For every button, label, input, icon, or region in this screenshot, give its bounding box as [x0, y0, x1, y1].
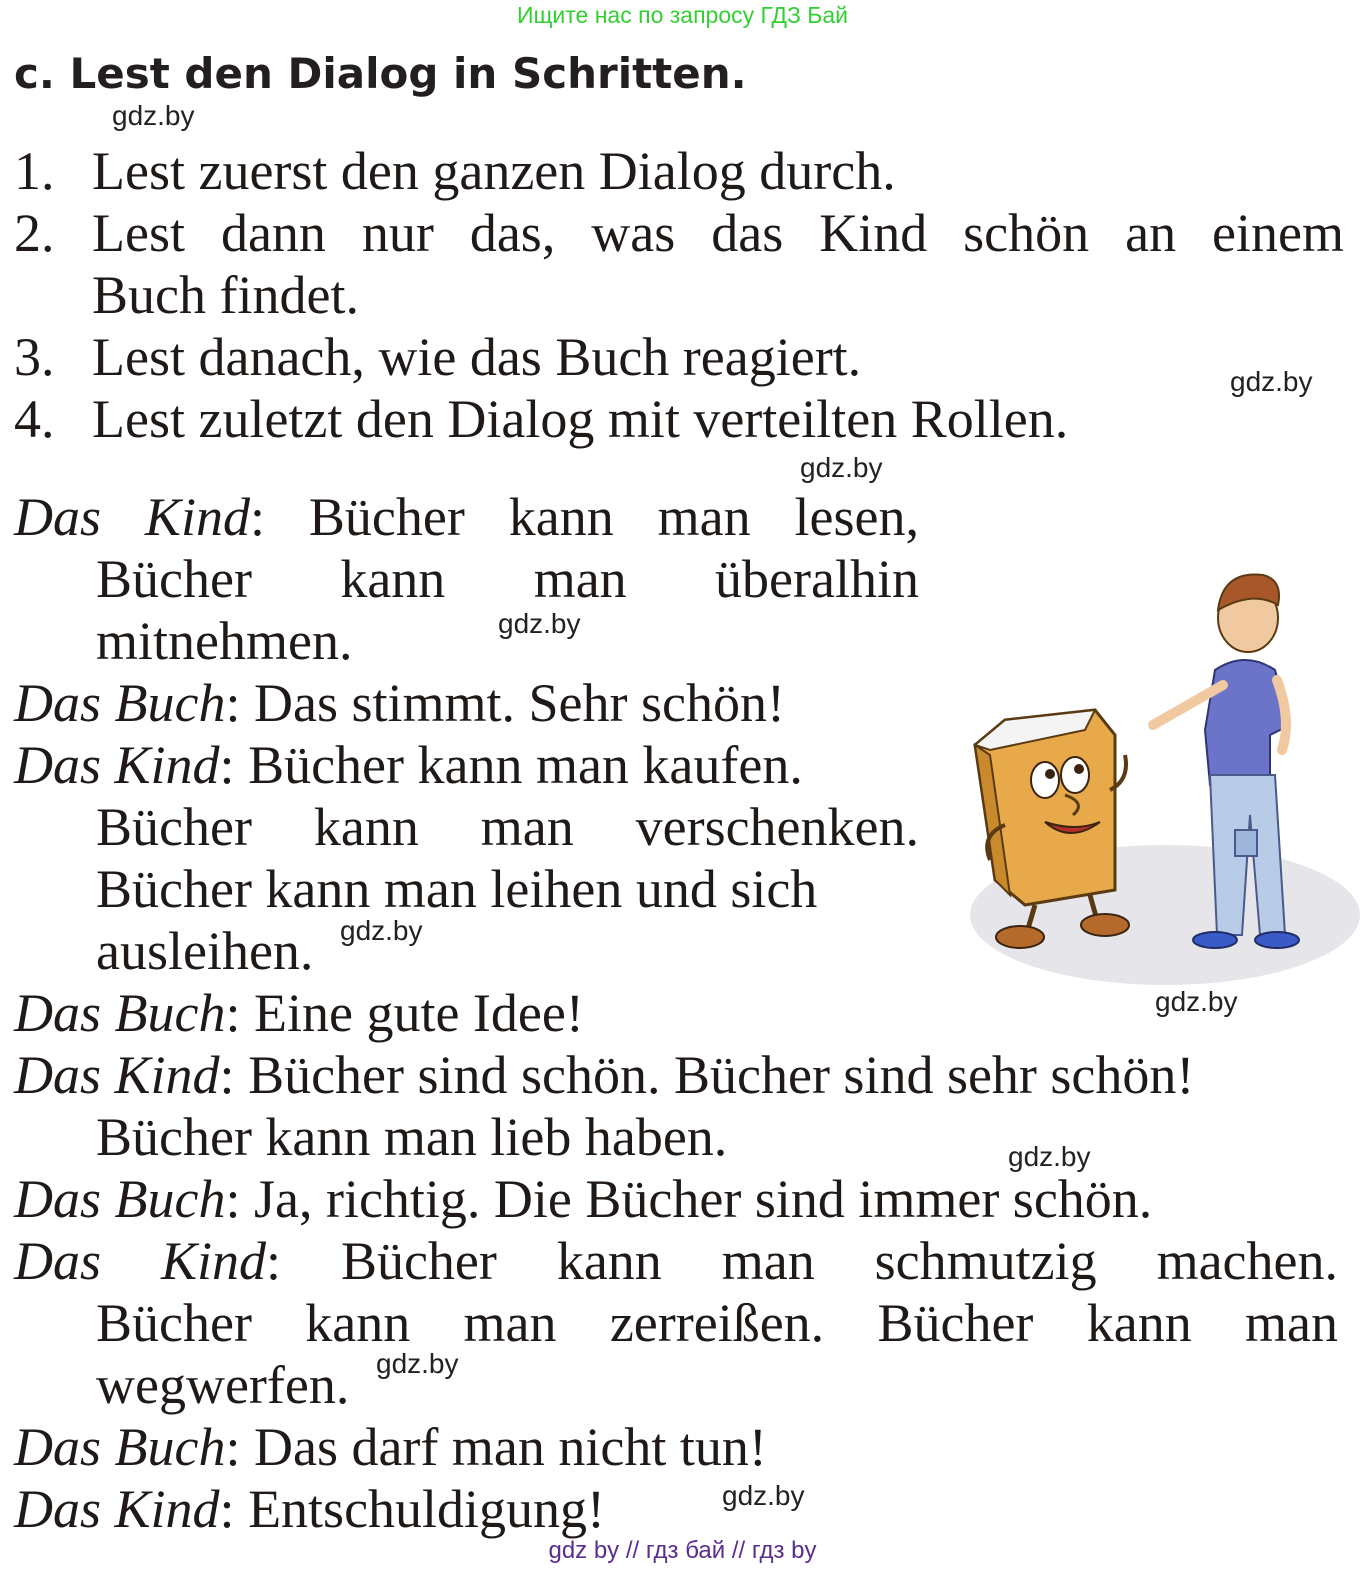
- dialog-line: Bücher kann man lieb haben.: [96, 1107, 728, 1167]
- speaker-kind: Das Kind: [14, 487, 250, 547]
- watermark: gdz.by: [1230, 366, 1313, 397]
- watermark: gdz.by: [800, 452, 883, 483]
- watermark: gdz.by: [112, 100, 195, 131]
- book-and-boy-illustration: [965, 560, 1360, 990]
- dialog-line: Das Buch: Eine gute Idee!: [14, 983, 584, 1043]
- watermark: gdz.by: [1155, 986, 1238, 1017]
- step-number: 3.: [14, 327, 55, 387]
- step-item-continuation: [14, 264, 1344, 326]
- dialog-line: Das Kind: Bücher kann man lesen,: [14, 487, 919, 547]
- speaker-buch: Das Buch: [14, 673, 226, 733]
- speaker-buch: Das Buch: [14, 983, 226, 1043]
- dialog-line: Bücher kann man überalhin: [96, 549, 919, 609]
- step-text: Lest danach, wie das Buch reagiert.: [92, 327, 862, 387]
- watermark: gdz.by: [376, 1348, 459, 1379]
- step-text: Buch findet.: [92, 265, 359, 325]
- speaker-buch: Das Buch: [14, 1169, 226, 1229]
- step-item: [14, 326, 1344, 388]
- dialog-line: Bücher kann man leihen und sich: [96, 859, 818, 919]
- dialog-line: wegwerfen.: [96, 1355, 350, 1415]
- dialog-line: ausleihen.: [96, 921, 314, 981]
- dialog-line: Das Kind: Bücher sind schön. Bücher sind sehr schön!: [14, 1045, 1195, 1105]
- dialog-line: Das Buch: Das darf man nicht tun!: [14, 1417, 767, 1477]
- dialog-line: Das Kind: Bücher kann man schmutzig machen.: [14, 1231, 1338, 1291]
- speaker-kind: Das Kind: [14, 1479, 220, 1539]
- speaker-kind: Das Kind: [14, 1045, 220, 1105]
- step-text: Lest zuerst den ganzen Dialog durch.: [92, 141, 896, 201]
- step-number: 1.: [14, 141, 55, 201]
- step-number: 2.: [14, 203, 55, 263]
- dialog-line: Das Buch: Ja, richtig. Die Bücher sind immer schön.: [14, 1169, 1153, 1229]
- dialog-line: Das Kind: Entschuldigung!: [14, 1479, 606, 1539]
- dialog-line: Das Kind: Bücher kann man kaufen.: [14, 735, 803, 795]
- speaker-kind: Das Kind: [14, 1231, 266, 1291]
- watermark: gdz.by: [722, 1480, 805, 1511]
- step-item: [14, 202, 1344, 264]
- watermark: gdz.by: [340, 915, 423, 946]
- step-item: [14, 140, 1344, 202]
- dialog-line: Bücher kann man zerreißen. Bücher kann man: [96, 1293, 1338, 1353]
- watermark: gdz.by: [1008, 1141, 1091, 1172]
- dialog-line: Das Buch: Das stimmt. Sehr schön!: [14, 673, 785, 733]
- dialog-line: mitnehmen.: [96, 611, 353, 671]
- step-text: Lest dann nur das, was das Kind schön an einem: [92, 203, 1344, 263]
- task-title: c. Lest den Dialog in Schritten.: [14, 49, 747, 98]
- speaker-kind: Das Kind: [14, 735, 220, 795]
- step-number: 4.: [14, 389, 55, 449]
- watermark: gdz.by: [498, 608, 581, 639]
- footer-links[interactable]: gdz by // гдз бай // гдз by: [548, 1537, 817, 1564]
- search-hint-link[interactable]: Ищите нас по запросу ГДЗ Бай: [516, 2, 849, 28]
- speaker-buch: Das Buch: [14, 1417, 226, 1477]
- step-text: Lest zuletzt den Dialog mit verteilten Rollen.: [92, 389, 1069, 449]
- dialog-line: Bücher kann man verschenken.: [96, 797, 919, 857]
- step-item: [14, 388, 1344, 450]
